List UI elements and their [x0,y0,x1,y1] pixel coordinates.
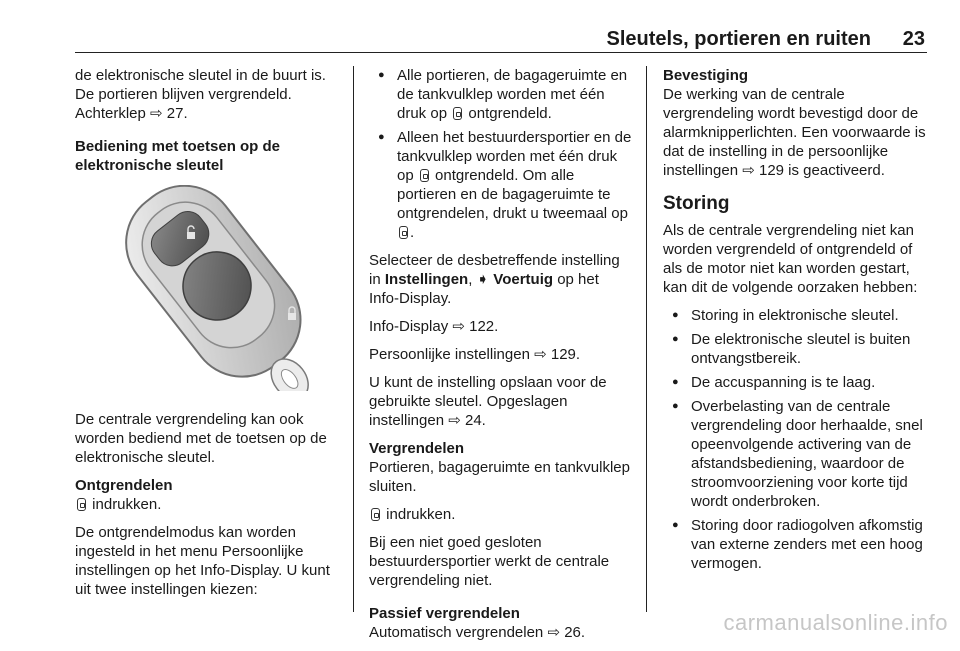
confirmation-text: De werking van de centrale vergrendeling wordt bevestigd door de alarmknipperlichten. Een voorwaarde is dat de instelling in de persoonlijke instellingen ⇨ 129 is geactiveerd. [663,86,926,179]
settings-instruction: Selecteer de desbetreffende instelling in Instellingen, ➧ Voertuig op het Info-Display. [369,252,620,307]
fault-causes-list [663,306,931,573]
column-left [75,66,340,608]
list-item: ● Storing in elektronische sleutel. [663,306,931,325]
unlock-mode-text: De ontgrendelmodus kan worden ingesteld in het menu Persoonlijke instellingen op het Info-Display. U kunt uit twee instellingen kiezen: [75,524,330,598]
list-item: ● Overbelasting van de centrale vergrendeling door herhaalde, snel opeenvolgende activering van de afstandsbediening, waardoor de stroomvoorziening voor korte tijd wordt onderbroken. [663,397,931,511]
page-ref-arrow: ⇨ [452,318,465,335]
subheading-confirmation: Bevestiging [663,67,749,84]
subheading-lock: Vergrendelen [369,440,465,457]
unlock-key-icon [453,107,462,120]
page-reference: Info-Display ⇨ 122. [369,318,499,335]
page-header [75,28,927,53]
passive-lock-text: Automatisch vergrendelen ⇨ 26. [369,624,586,641]
page-ref-arrow: ⇨ [448,412,461,429]
unlock-key-icon [77,498,86,511]
list-item: ● De elektronische sleutel is buiten ontvangstbereik. [663,330,931,368]
key-description: De centrale vergrendeling kan ook worden bediend met de toetsen op de elektronische sleutel. [75,411,327,466]
menu-arrow-icon: ➧ [476,271,490,288]
column-middle [369,66,633,651]
page-reference: Persoonlijke instellingen ⇨ 129. [369,346,581,363]
page-ref-arrow: ⇨ [534,346,547,363]
section-title-fault: Storing [663,193,730,214]
column-divider [353,66,354,612]
unlock-options-list [369,66,633,242]
electronic-key-illustration [75,185,340,391]
menu-item-vehicle: Voertuig [493,271,554,288]
lock-instruction: indrukken. [369,505,633,524]
subheading-passive-lock: Passief vergrendelen [369,605,520,622]
list-item: ● Storing door radiogolven afkomstig van externe zenders met een hoog vermogen. [663,516,931,573]
page-number: 23 [902,28,925,50]
lock-text: Portieren, bagageruimte en tankvulklep sluiten. [369,459,630,495]
intro-text: de elektronische sleutel in de buurt is. De portieren blijven vergrendeld. Achterklep ⇨ 27. [75,67,326,122]
unlock-instruction: indrukken. [75,495,340,514]
page-title: Sleutels, portieren en ruiten [606,28,871,50]
fault-intro: Als de centrale vergrendeling niet kan worden vergrendeld of ontgrendeld of als de motor niet kan worden gestart, kan dit de volgende oorzaken hebben: [663,222,918,296]
watermark: carmanualsonline.info [723,610,948,635]
page-ref-arrow: ⇨ [547,624,561,641]
lock-key-icon [371,508,380,521]
page-ref-arrow: ⇨ [742,162,755,179]
unlock-key-icon [420,169,429,182]
list-item: ● Alleen het bestuurdersportier en de tankvulklep worden met één druk op ontgrendeld. Om alle portieren en de bagageruimte te ontgrendelen, drukt u tweemaal op . [369,128,633,242]
column-right [663,66,931,582]
page-ref-arrow: ⇨ [150,105,163,122]
save-setting-text: U kunt de instelling opslaan voor de gebruikte sleutel. Opgeslagen instellingen ⇨ 24. [369,374,607,429]
section-heading-keys: Bediening met toetsen op de elektronische sleutel [75,138,281,174]
subheading-unlock: Ontgrendelen [75,477,173,494]
menu-item-settings: Instellingen [384,271,469,288]
list-item: ● De accuspanning is te laag. [663,373,931,392]
list-item: ● Alle portieren, de bagageruimte en de tankvulklep worden met één druk op ontgrendeld. [369,66,633,123]
column-divider [646,66,647,612]
lock-warning: Bij een niet goed gesloten bestuurdersportier werkt de centrale vergrendeling niet. [369,534,610,589]
unlock-key-icon [399,226,408,239]
